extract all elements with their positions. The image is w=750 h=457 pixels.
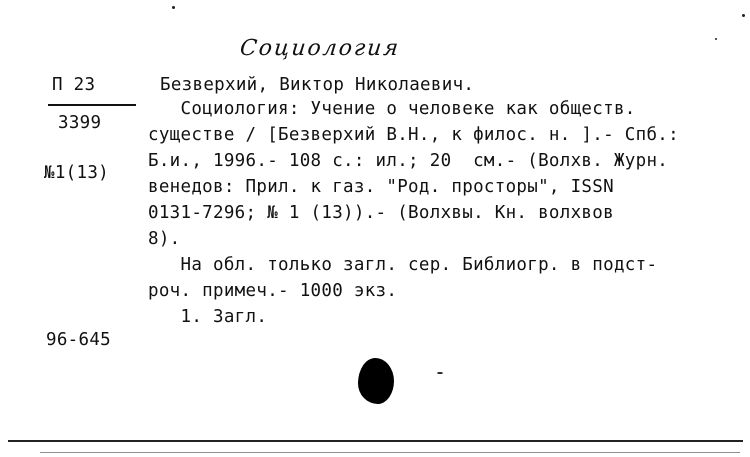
author-heading: Безверхий, Виктор Николаевич. <box>160 75 475 95</box>
entry-line: 0131-7296; № 1 (13)).- (Волхвы. Кн. волхвов <box>148 203 614 223</box>
call-number: 3399 <box>58 113 102 133</box>
issue-number: №1(13) <box>44 163 110 183</box>
speck <box>715 38 717 40</box>
entry-line: существе / [Безверхий В.Н., к филос. н. ].- Спб.: <box>148 125 679 145</box>
speck <box>742 14 745 17</box>
entry-line: роч. примеч.- 1000 экз. <box>148 281 398 301</box>
card-bottom-edge <box>8 440 743 442</box>
entry-line: венедов: Прил. к газ. "Род. просторы", ISSN <box>148 177 614 197</box>
entry-line: Социология: Учение о человеке как обществ. <box>148 99 636 119</box>
entry-line: 1. Загл. <box>148 307 268 327</box>
card-bottom-edge-2 <box>40 452 740 453</box>
entry-line: 8). <box>148 229 181 249</box>
shelf-mark: П 23 <box>52 75 96 95</box>
call-number-divider <box>48 104 136 106</box>
entry-line: На обл. только загл. сер. Библиогр. в подст- <box>148 255 658 275</box>
speck <box>437 372 443 374</box>
speck <box>172 6 175 9</box>
entry-line: Б.и., 1996.- 108 с.: ил.; 20 см.- (Волхв. Журн. <box>148 151 669 171</box>
accession-number: 96-645 <box>46 330 112 350</box>
handwritten-subject: Социология <box>238 36 402 61</box>
ink-blot <box>358 358 394 404</box>
